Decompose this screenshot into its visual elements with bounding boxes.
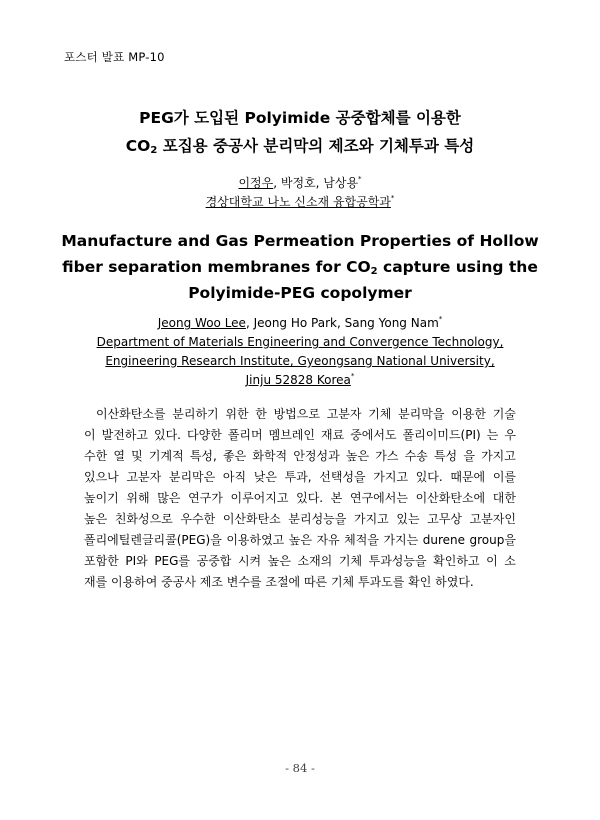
english-affiliation-line-2: Engineering Research Institute, Gyeongsang National University, [105,354,495,368]
abstract-word: 때문에 [450,470,486,484]
english-affiliation-line-3 [0,371,600,390]
abstract-word: 이용한 [451,407,486,421]
abstract-word: 있다. [154,428,181,442]
abstract-word: 좋은 [223,449,247,463]
abstract-word: 수송 [404,449,428,463]
abstract-word: 폴리이미드(PI) [402,428,481,442]
english-corresponding-mark: * [438,315,443,323]
abstract-body [84,404,516,593]
abstract-word: 우수한 [180,512,216,526]
abstract-word: 가지는 [383,533,419,547]
abstract-word: 폴리머 [227,428,263,442]
abstract-word: 대한 [492,491,516,505]
abstract-word: 높이기 [84,491,119,505]
abstract-word: 고분자 [326,407,362,421]
abstract-word: 투과성능을 [368,554,427,568]
abstract-word: 위한 [225,407,249,421]
abstract-word: 우 [504,428,516,442]
abstract-word: PEG를 [154,554,191,568]
abstract-word: 있는 [396,512,420,526]
abstract-word: 고무상 [427,512,462,526]
abstract-word: 체적을 [344,533,379,547]
abstract-line [84,404,516,425]
abstract-word: 화학적 [252,449,288,463]
abstract-word: 분리하기 [172,407,219,421]
abstract-word: 시켜 [237,554,262,568]
korean-presenting-author: 이정우 [238,176,274,190]
abstract-word: 가지고 [373,470,409,484]
abstract-word: 한 [255,407,267,421]
abstract-word: 및 [131,449,143,463]
abstract-word: 수한 [84,449,108,463]
abstract-word: 고분자 [126,470,162,484]
abstract-word: 분리막을 [398,407,445,421]
abstract-word: 공중합 [196,554,232,568]
abstract-word: 기계적 [148,449,184,463]
abstract-word: 안정성과 [293,449,340,463]
english-title-prefix: fiber separation membranes for CO [62,258,371,276]
abstract-word: 높은 [84,512,108,526]
abstract-word: group을 [469,533,516,547]
abstract-word: 고분자인 [469,512,516,526]
korean-title-rest: 포집용 중공사 분리막의 제조와 기체투과 특성 [157,137,475,155]
korean-authors [0,174,600,193]
abstract-word: 포함한 [84,554,119,568]
abstract-line [84,509,516,530]
abstract-word: durene [422,533,465,547]
abstract-word: 가스 [375,449,399,463]
english-affiliation-line-1: Department of Materials Engineering and Convergence Technology, [96,335,504,349]
korean-corresponding-mark: * [358,175,362,183]
korean-title-line-2 [0,132,600,160]
abstract-line [84,425,516,446]
abstract-word: 중에서도 [350,428,397,442]
abstract-word: 특성 [433,449,458,463]
abstract-word: 이산화탄소 [222,512,281,526]
abstract-word: 이를 [492,470,516,484]
korean-title-subscript: 2 [150,145,158,156]
abstract-word: 선택성을 [319,470,366,484]
abstract-word: 이산화탄소를 [96,407,166,421]
abstract-word: 낮은 [253,470,277,484]
abstract-word: 이루어지고 [230,491,289,505]
abstract-word: 폴리에틸렌글리콜(PEG)을 [84,533,222,547]
abstract-word: 이용하였고 [226,533,285,547]
abstract-word: 기체 [368,407,392,421]
abstract-word: 멤브레인 [268,428,315,442]
abstract-word: 분리성능을 [288,512,347,526]
abstract-word: 있다. [296,491,324,505]
korean-affiliation-mark: * [390,194,395,202]
abstract-word: 있으나 [84,470,119,484]
english-authors [0,314,600,333]
abstract-word: 는 [486,428,499,442]
abstract-word: 아직 [222,470,247,484]
poster-session-label: 포스터 발표 MP-10 [64,50,165,64]
abstract-line [84,488,516,509]
korean-affiliation [0,193,600,212]
english-affiliation-mark: * [350,372,355,380]
abstract-line [84,530,516,551]
english-other-authors: , Jeong Ho Park, Sang Yong Nam [245,316,439,330]
english-presenting-author: Jeong Woo Lee [157,316,246,330]
abstract-word: PI와 [125,554,148,568]
abstract-word: 확인하고 [433,554,480,568]
korean-title-co: CO [125,137,151,155]
abstract-line [84,446,516,467]
abstract-word: 높은 [345,449,370,463]
page-number: - 84 - [285,761,315,775]
english-title-line-2 [0,254,600,280]
abstract-word: 높은 [288,533,312,547]
abstract-word: 자유 [316,533,340,547]
abstract-word: 연구에서는 [349,491,408,505]
abstract-word: 높은 [267,554,291,568]
abstract-word: 열 [113,449,125,463]
abstract-word: 있다. [415,470,443,484]
abstract-word: 위해 [126,491,150,505]
abstract-word: 가지고 [481,449,516,463]
korean-title-line-1: PEG가 도입된 Polyimide 공중합체를 이용한 [139,109,461,127]
abstract-word: 을 [463,449,475,463]
abstract-word: 다양한 [187,428,222,442]
english-title-rest: capture using the [377,258,538,276]
abstract-word: 재료 [321,428,345,442]
abstract-word: 분리막은 [168,470,216,484]
abstract-word: 많은 [157,491,181,505]
abstract-word: 가지고 [354,512,389,526]
abstract-word: 소 [504,554,516,568]
abstract-word: 이산화탄소에 [415,491,486,505]
korean-affiliation-text: 경상대학교 나노 신소재 융합공학과 [205,195,391,209]
abstract-word: 연구가 [188,491,223,505]
english-title-subscript: 2 [370,266,378,277]
abstract-word: 기체 [338,554,363,568]
abstract-line [84,467,516,488]
abstract-word: 특성, [189,449,217,463]
korean-other-authors: , 박정호, 남상용 [273,176,359,190]
abstract-word: 친화성으로 [114,512,173,526]
abstract-word: 이 [486,554,498,568]
abstract-word: 방법으로 [273,407,320,421]
abstract-word: 본 [330,491,343,505]
english-title-line-1: Manufacture and Gas Permeation Properties of Hollow [61,232,539,250]
abstract-word: 투과, [284,470,312,484]
abstract-word: 발전하고 [101,428,148,442]
english-title-line-3: Polyimide-PEG copolymer [188,284,412,302]
abstract-word: 기술 [492,407,516,421]
abstract-line [84,551,516,572]
abstract-line: 재를 이용하여 중공사 제조 변수를 조절에 따른 기체 투과도를 확인 하였다. [84,575,474,589]
english-affiliation-city: Jinju 52828 Korea [245,373,351,387]
abstract-word: 소재의 [297,554,333,568]
abstract-word: 이 [84,428,96,442]
